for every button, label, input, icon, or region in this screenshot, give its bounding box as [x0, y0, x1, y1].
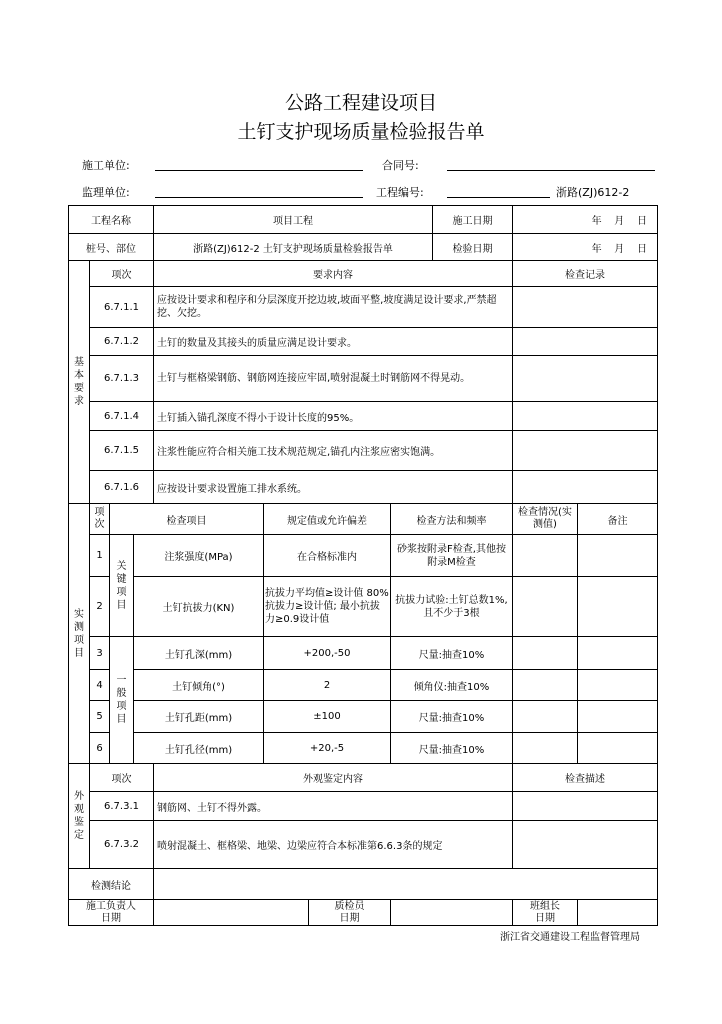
- key-items-label: [110, 535, 134, 637]
- measured-row-spec: 在合格标准内: [264, 535, 391, 577]
- appearance-row-text: 钢筋网、土钉不得外露。: [154, 792, 513, 821]
- measured-row-result[interactable]: [513, 701, 578, 733]
- measured-row-result[interactable]: [513, 577, 578, 637]
- measured-col-result: 检查情况(实测值): [513, 504, 578, 535]
- measured-row-item: 土钉孔径(mm): [134, 733, 264, 764]
- measured-row-item: 注浆强度(MPa): [134, 535, 264, 577]
- measured-row-note[interactable]: [578, 670, 658, 701]
- measured-col-no: [90, 504, 110, 535]
- measured-row-item: 土钉倾角(°): [134, 670, 264, 701]
- basic-col-record: 检查记录: [513, 261, 658, 287]
- measured-row-no: 5: [90, 701, 110, 733]
- basic-row-code: 6.7.1.4: [90, 402, 154, 431]
- supervision-unit-label: 监理单位:: [82, 186, 130, 199]
- construction-date-value[interactable]: 年 月 日: [513, 206, 658, 234]
- contract-no-field[interactable]: [447, 170, 655, 171]
- conclusion-label: 检测结论: [69, 869, 154, 900]
- measured-row-method: 抗拔力试验:土钉总数1%,且不少于3根: [391, 577, 513, 637]
- station-value[interactable]: 浙路(ZJ)612-2 土钉支护现场质量检验报告单: [154, 234, 433, 261]
- appearance-col-content: 外观鉴定内容: [154, 764, 513, 792]
- measured-row-item: 土钉抗拔力(KN): [134, 577, 264, 637]
- basic-row-record[interactable]: [513, 402, 658, 431]
- appearance-col-item: 项次: [90, 764, 154, 792]
- measured-col-note: 备注: [578, 504, 658, 535]
- measured-row-result[interactable]: [513, 637, 578, 670]
- measured-row-spec: +20,-5: [264, 733, 391, 764]
- station-label: 桩号、部位: [69, 234, 154, 261]
- measured-row-spec: +200,-50: [264, 637, 391, 670]
- appearance-col-record: 检查描述: [513, 764, 658, 792]
- construction-head-label: 施工负责人: [86, 900, 136, 912]
- team-leader-date-label: 日期: [535, 912, 555, 924]
- construction-unit-field[interactable]: [155, 170, 363, 171]
- conclusion-value[interactable]: [154, 869, 658, 900]
- measured-row-note[interactable]: [578, 577, 658, 637]
- general-items-text: 一 般 项 目: [116, 675, 127, 725]
- construction-date-label: 施工日期: [433, 206, 513, 234]
- team-leader-cell: [513, 900, 578, 926]
- appearance-text: 外 观 鉴 定: [74, 791, 84, 841]
- appearance-row-code: 6.7.3.1: [90, 792, 154, 821]
- inspection-date-value[interactable]: 年 月 日: [513, 234, 658, 261]
- appearance-row-text: 喷射混凝土、框格梁、地梁、边梁应符合本标准第6.6.3条的规定: [154, 821, 513, 869]
- basic-row-code: 6.7.1.1: [90, 287, 154, 328]
- project-no-label: 工程编号:: [376, 186, 424, 199]
- issuing-organization: 浙江省交通建设工程监督管理局: [500, 932, 640, 943]
- construction-head-cell: [69, 900, 154, 926]
- team-leader-signature[interactable]: [578, 900, 658, 926]
- construction-head-signature[interactable]: [154, 900, 309, 926]
- basic-col-requirement: 要求内容: [154, 261, 513, 287]
- basic-row-code: 6.7.1.5: [90, 431, 154, 471]
- qc-inspector-signature[interactable]: [391, 900, 513, 926]
- basic-row-code: 6.7.1.6: [90, 471, 154, 504]
- construction-unit-label: 施工单位:: [82, 159, 130, 172]
- measured-row-result[interactable]: [513, 535, 578, 577]
- measured-col-item: 检查项目: [110, 504, 264, 535]
- project-name-label: 工程名称: [69, 206, 154, 234]
- form-code: 浙路(ZJ)612-2: [556, 186, 630, 199]
- team-leader-label: 班组长: [530, 900, 560, 912]
- title-line-1: 公路工程建设项目: [284, 92, 437, 114]
- measured-row-method: 尺量:抽查10%: [391, 637, 513, 670]
- project-no-field[interactable]: [447, 197, 550, 198]
- measured-col-method: 检查方法和频率: [391, 504, 513, 535]
- inspection-report-table: [68, 205, 658, 926]
- measured-col-spec: 规定值或允许偏差: [264, 504, 391, 535]
- measured-row-no: 4: [90, 670, 110, 701]
- measured-row-spec: 2: [264, 670, 391, 701]
- measured-row-note[interactable]: [578, 637, 658, 670]
- measured-row-item: 土钉孔距(mm): [134, 701, 264, 733]
- basic-row-record[interactable]: [513, 471, 658, 504]
- appearance-row-code: 6.7.3.2: [90, 821, 154, 869]
- basic-row-text: 土钉的数量及其接头的质量应满足设计要求。: [154, 328, 513, 356]
- contract-no-label: 合同号:: [382, 159, 419, 172]
- supervision-unit-field[interactable]: [155, 197, 363, 198]
- measured-row-no: 1: [90, 535, 110, 577]
- inspection-date-label: 检验日期: [433, 234, 513, 261]
- construction-head-date-label: 日期: [101, 912, 121, 924]
- basic-row-record[interactable]: [513, 287, 658, 328]
- basic-row-text: 应按设计要求和程序和分层深度开挖边坡,坡面平整,坡度满足设计要求,严禁超挖、欠挖。: [154, 287, 513, 328]
- measured-row-method: 砂浆按附录F检查,其他按附录M检查: [391, 535, 513, 577]
- measured-row-no: 2: [90, 577, 110, 637]
- basic-row-record[interactable]: [513, 431, 658, 471]
- measured-row-item: 土钉孔深(mm): [134, 637, 264, 670]
- general-items-label: [110, 637, 134, 764]
- basic-row-text: 应按设计要求设置施工排水系统。: [154, 471, 513, 504]
- measured-row-note[interactable]: [578, 535, 658, 577]
- measured-row-no: 6: [90, 733, 110, 764]
- basic-requirements-section-label: [69, 261, 90, 504]
- basic-row-code: 6.7.1.2: [90, 328, 154, 356]
- measured-row-no: 3: [90, 637, 110, 670]
- measured-row-note[interactable]: [578, 701, 658, 733]
- measured-row-spec: ±100: [264, 701, 391, 733]
- basic-row-record[interactable]: [513, 356, 658, 402]
- measured-row-note[interactable]: [578, 733, 658, 764]
- measured-col-no-text: 项 次: [94, 507, 105, 530]
- measured-row-spec: 抗拔力平均值≥设计值 80%抗拔力≥设计值; 最小抗拔力≥0.9设计值: [264, 577, 391, 637]
- basic-requirements-text: 基 本 要 求: [74, 357, 84, 407]
- measured-row-result[interactable]: [513, 733, 578, 764]
- basic-row-record[interactable]: [513, 328, 658, 356]
- qc-inspector-date-label: 日期: [339, 912, 360, 924]
- key-items-text: 关 键 项 目: [116, 560, 127, 611]
- appearance-section-label: [69, 764, 90, 869]
- basic-row-code: 6.7.1.3: [90, 356, 154, 402]
- qc-inspector-cell: [309, 900, 391, 926]
- project-name-value[interactable]: 项目工程: [154, 206, 433, 234]
- appearance-row-record[interactable]: [513, 792, 658, 821]
- measured-items-section-label: [69, 504, 90, 764]
- basic-col-item: 项次: [90, 261, 154, 287]
- measured-row-result[interactable]: [513, 670, 578, 701]
- qc-inspector-label: 质检员: [334, 900, 365, 912]
- measured-items-text: 实 测 项 目: [74, 608, 84, 659]
- measured-row-method: 倾角仪:抽查10%: [391, 670, 513, 701]
- measured-row-method: 尺量:抽查10%: [391, 701, 513, 733]
- basic-row-text: 土钉与框格梁钢筋、钢筋网连接应牢固,喷射混凝土时钢筋网不得晃动。: [154, 356, 513, 402]
- basic-row-text: 注浆性能应符合相关施工技术规范规定,锚孔内注浆应密实饱满。: [154, 431, 513, 471]
- title-line-2: 土钉支护现场质量检验报告单: [237, 121, 485, 143]
- measured-row-method: 尺量:抽查10%: [391, 733, 513, 764]
- appearance-row-record[interactable]: [513, 821, 658, 869]
- basic-row-text: 土钉插入锚孔深度不得小于设计长度的95%。: [154, 402, 513, 431]
